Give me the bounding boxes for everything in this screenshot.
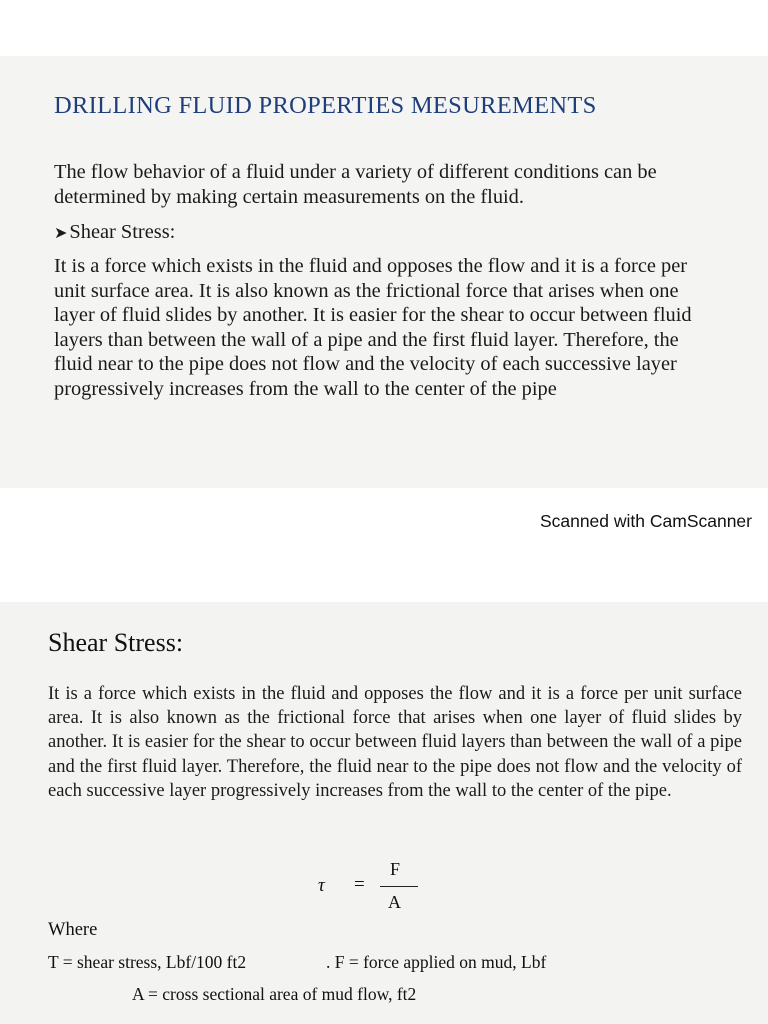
section-title: Shear Stress: (48, 628, 184, 657)
formula-numerator: F (390, 859, 401, 879)
shear-stress-description-2: It is a force which exists in the fluid and opposes the flow and it is a force per unit surface area. It is also known as the frictional force that arises when one layer of fluid slides by another. It is easier for the shear to occur between fluid layers than between the wall of a pipe and the first fluid layer. Therefore, the fluid near to the pipe does not flow and the velocity of each successive layer progressively increases from the wall to the center of the pipe. (48, 684, 742, 801)
bullet-arrow-icon: ➤ (54, 225, 68, 242)
scanned-page-1 (0, 56, 768, 488)
shear-stress-description: It is a force which exists in the fluid and opposes the flow and it is a force per unit surface area. It is also known as the frictional force that arises when one layer of fluid slides by another. It is easier for the shear to occur between fluid layers than between the wall of a pipe and the first fluid layer. Therefore, the fluid near to the pipe does not flow and the velocity of each successive layer progressively increases from the wall to the center of the pipe (54, 255, 692, 400)
definition-force: . F = force applied on mud, Lbf (326, 952, 547, 972)
page-title: DRILLING FLUID PROPERTIES MESUREMENTS (54, 92, 597, 119)
formula-denominator: A (388, 892, 401, 912)
formula-tau: τ (318, 875, 325, 896)
definition-shear-stress: T = shear stress, Lbf/100 ft2 (48, 952, 247, 972)
fraction-bar (380, 886, 418, 887)
shear-stress-formula (318, 859, 428, 919)
where-label: Where (48, 920, 98, 940)
formula-equals: = (354, 874, 365, 895)
scanned-page-2 (0, 602, 768, 1024)
scanner-watermark: Scanned with CamScanner (539, 511, 752, 531)
shear-stress-heading-label: Shear Stress: (69, 221, 176, 243)
shear-stress-heading (54, 220, 714, 247)
intro-paragraph: The flow behavior of a fluid under a variety of different conditions can be determined by making certain measurements on the fluid. (54, 161, 657, 208)
definition-area: A = cross sectional area of mud flow, ft2 (132, 984, 417, 1004)
